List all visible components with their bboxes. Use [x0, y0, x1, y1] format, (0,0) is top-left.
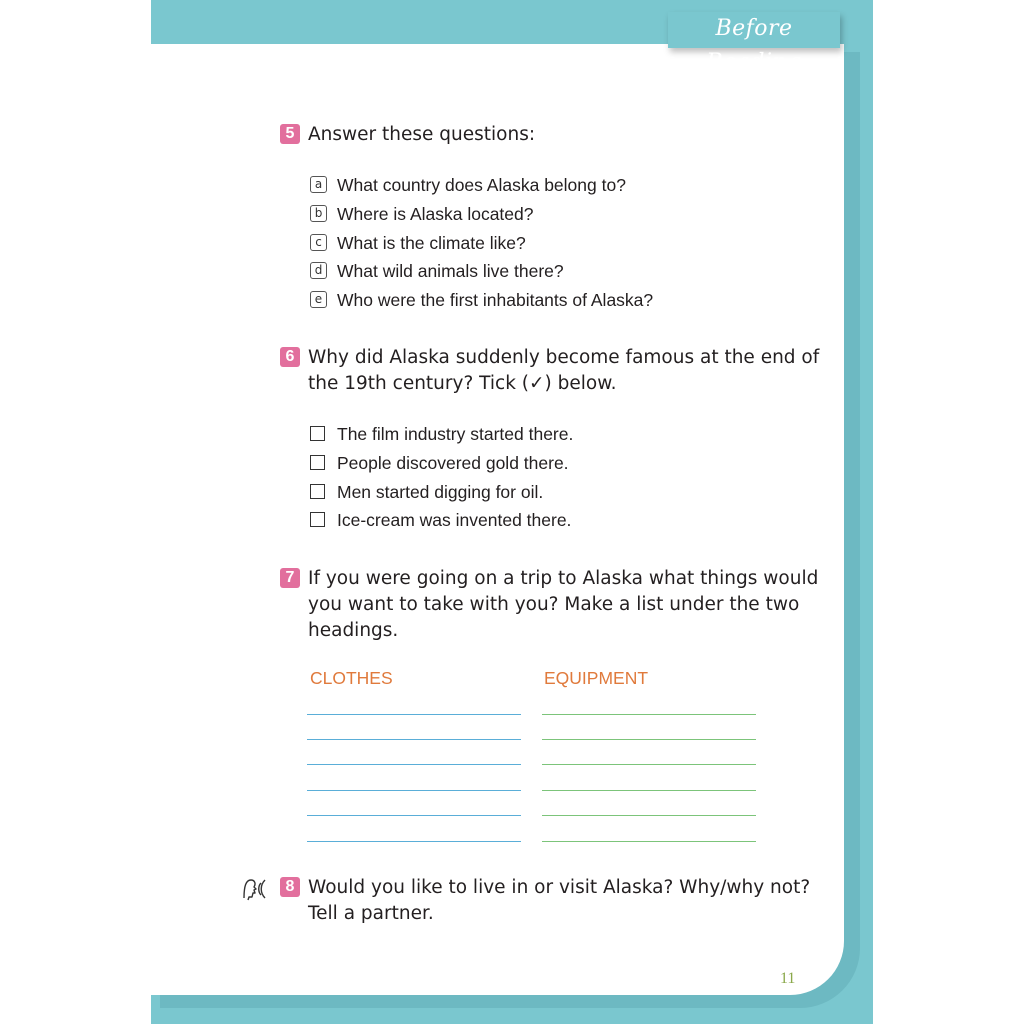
equipment-writing-line[interactable] [542, 714, 756, 715]
equipment-writing-line[interactable] [542, 841, 756, 842]
tick-option-text: Ice-cream was invented there. [337, 510, 572, 530]
sub-question-text: Who were the first inhabitants of Alaska? [337, 290, 654, 310]
equipment-writing-line[interactable] [542, 815, 756, 816]
sub-question-text: What wild animals live there? [337, 261, 564, 281]
letter-label: b [310, 205, 327, 222]
page-number: 11 [780, 970, 796, 987]
tick-option-text: People discovered gold there. [337, 453, 569, 473]
question-5-prompt: Answer these questions: [308, 124, 536, 145]
tick-box[interactable] [310, 484, 325, 499]
tick-box[interactable] [310, 455, 325, 470]
sub-question-text: Where is Alaska located? [337, 204, 534, 224]
clothes-writing-line[interactable] [307, 841, 521, 842]
question-7-prompt-line-2: you want to take with you? Make a list under the two [308, 594, 800, 615]
question-6-prompt-line-2: the 19th century? Tick (✓) below. [308, 373, 617, 394]
sub-question-text: What country does Alaska belong to? [337, 175, 626, 195]
clothes-writing-line[interactable] [307, 739, 521, 740]
speaking-activity-icon [241, 876, 271, 902]
tick-option-text: Men started digging for oil. [337, 482, 544, 502]
equipment-heading: EQUIPMENT [544, 668, 649, 688]
question-8-prompt-line-1: Would you like to live in or visit Alaska? Why/why not? [308, 877, 811, 898]
section-tab: Before Reading [668, 12, 840, 48]
question-7-prompt-line-1: If you were going on a trip to Alaska what things would [308, 568, 819, 589]
equipment-writing-line[interactable] [542, 739, 756, 740]
clothes-writing-line[interactable] [307, 714, 521, 715]
tick-option-text: The film industry started there. [337, 424, 574, 444]
question-6-prompt-line-1: Why did Alaska suddenly become famous at the end of [308, 347, 820, 368]
letter-label: c [310, 234, 327, 251]
sub-question-text: What is the climate like? [337, 233, 526, 253]
clothes-writing-line[interactable] [307, 790, 521, 791]
clothes-writing-line[interactable] [307, 764, 521, 765]
tick-box[interactable] [310, 426, 325, 441]
letter-label: e [310, 291, 327, 308]
question-number-badge: 8 [280, 877, 300, 897]
question-number-badge: 6 [280, 347, 300, 367]
equipment-writing-line[interactable] [542, 764, 756, 765]
question-7-prompt-line-3: headings. [308, 620, 399, 641]
letter-label: a [310, 176, 327, 193]
tick-box[interactable] [310, 512, 325, 527]
equipment-writing-line[interactable] [542, 790, 756, 791]
letter-label: d [310, 262, 327, 279]
clothes-heading: CLOTHES [310, 668, 393, 688]
question-number-badge: 5 [280, 124, 300, 144]
question-8-prompt-line-2: Tell a partner. [308, 903, 434, 924]
clothes-writing-line[interactable] [307, 815, 521, 816]
question-number-badge: 7 [280, 568, 300, 588]
